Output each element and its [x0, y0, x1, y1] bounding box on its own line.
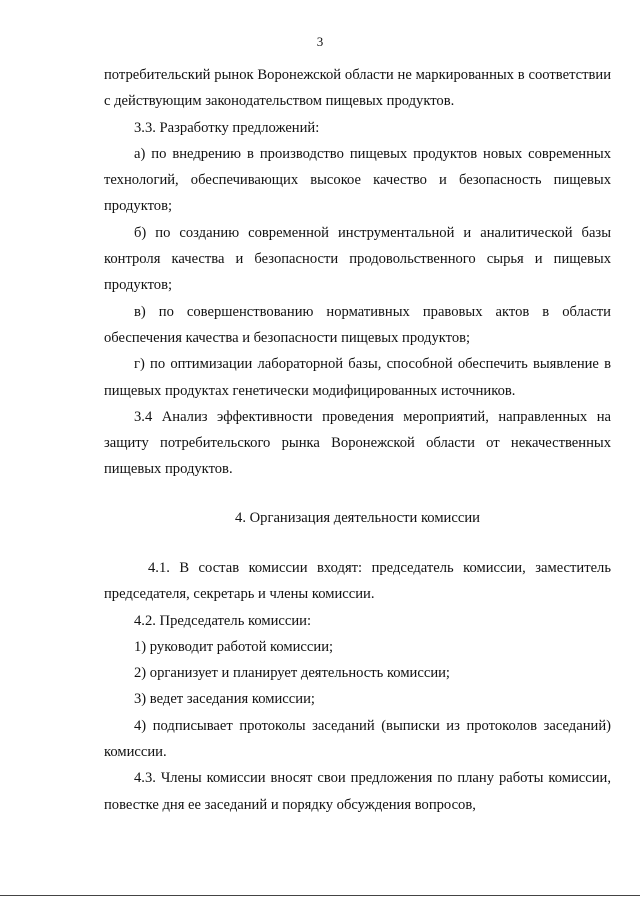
paragraph-3-3-b: б) по созданию современной инструментальной и аналитической базы контроля качества и безопасности продовольственного сырья и пищевых продуктов;	[104, 224, 611, 294]
paragraph-3-3-v: в) по совершенствованию нормативных правовых актов в области обеспечения качества и безопасности пищевых продуктов;	[104, 303, 611, 346]
paragraph-3-3-a: а) по внедрению в производство пищевых продуктов новых современных технологий, обеспечивающих высокое качество и безопасность пищевых продуктов;	[104, 145, 611, 215]
paragraph-4-2: 4.2. Председатель комиссии:	[134, 612, 312, 629]
paragraph-4-3: 4.3. Члены комиссии вносят свои предложения по плану работы комиссии, повестке дня ее заседаний и порядку обсуждения вопросов,	[104, 770, 611, 813]
page-number: 3	[316, 34, 324, 49]
section-3-text	[104, 62, 611, 483]
list-item-4-2-2: 2) организует и планирует деятельность комиссии;	[134, 665, 450, 682]
list-item-4-2-3: 3) ведет заседания комиссии;	[134, 691, 315, 708]
section-4-text	[104, 555, 611, 818]
paragraph-3-3: 3.3. Разработку предложений:	[134, 119, 320, 136]
list-item-4-2-4: 4) подписывает протоколы заседаний (выписки из протоколов заседаний) комиссии.	[104, 717, 611, 761]
section-4-heading: 4. Организация деятельности комиссии	[235, 510, 480, 526]
page-bottom-edge	[0, 895, 640, 896]
paragraph-3-3-g: г) по оптимизации лабораторной базы, способной обеспечить выявление в пищевых продуктах генетически модифицированных источников.	[104, 356, 611, 399]
paragraph-3-4: 3.4 Анализ эффективности проведения мероприятий, направленных на защиту потребительского рынка Воронежской области от некачественных пищевых продуктов.	[104, 408, 611, 478]
list-item-4-2-1: 1) руководит работой комиссии;	[134, 638, 334, 655]
paragraph-4-1: 4.1. В состав комиссии входят: председатель комиссии, заместитель председателя, секретарь и члены комиссии.	[104, 560, 611, 603]
paragraph-intro-continuation: потребительский рынок Воронежской области не маркированных в соответствии с действующим законодательством пищевых продуктов.	[104, 67, 611, 110]
